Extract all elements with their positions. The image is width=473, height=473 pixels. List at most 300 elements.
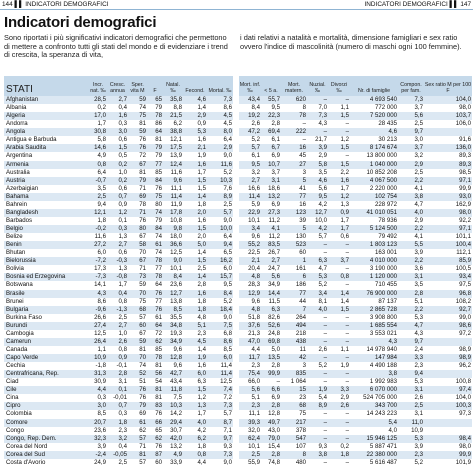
table-cell: 218 xyxy=(295,329,306,337)
table-cell: 4,7 xyxy=(318,265,327,273)
table-cell: 1,8 xyxy=(97,216,106,224)
table-cell: 27,3 xyxy=(261,209,281,217)
table-row xyxy=(4,152,233,160)
table-row xyxy=(239,322,472,330)
table-cell: 11,6 xyxy=(94,233,106,241)
table-cell: 3,9 xyxy=(307,144,328,152)
table-cell: 5,1 xyxy=(414,297,423,305)
table-cell: 58 xyxy=(128,241,147,249)
table-cell: 4,8 xyxy=(239,273,261,281)
table-cell: 0,2 xyxy=(107,177,128,185)
table-cell: 5,1 xyxy=(251,394,260,402)
table-cell: 1,0 xyxy=(118,329,127,337)
table-cell: 49,7 xyxy=(261,419,281,427)
table-cell: 15 946 125 xyxy=(350,435,398,443)
table-cell: 2,8 xyxy=(107,370,128,378)
table-cell: 2,5 xyxy=(414,120,423,128)
table-cell: 710 455 xyxy=(374,281,397,289)
demographics-table-right xyxy=(239,76,472,467)
table-cell: 83 xyxy=(147,402,163,410)
table-cell: 1,5 xyxy=(328,306,350,314)
table-cell: 81 xyxy=(155,362,162,370)
country-name: Bangladesh xyxy=(4,209,89,217)
table-cell: 9,6 xyxy=(251,233,260,241)
table-cell: 79 xyxy=(147,144,163,152)
table-cell: 2,2 xyxy=(340,168,349,176)
table-cell: 89,3 xyxy=(459,152,471,160)
table-row xyxy=(4,346,233,354)
table-cell: 6,8 xyxy=(223,329,232,337)
table-cell: 89,3 xyxy=(424,161,472,169)
table-cell: 4,5 xyxy=(207,112,233,120)
table-cell: 2,7 xyxy=(107,241,128,249)
table-cell xyxy=(424,338,472,346)
table-row xyxy=(4,443,233,451)
table-cell: 11,0 xyxy=(398,419,424,427)
table-cell: 1,7 xyxy=(97,120,106,128)
table-cell: 57 xyxy=(139,458,146,466)
table-row xyxy=(239,378,472,386)
country-name: Belize xyxy=(6,233,23,241)
table-cell: 103,7 xyxy=(424,112,472,120)
table-cell: 3,3 xyxy=(328,386,350,394)
table-cell: 1 064 xyxy=(290,378,306,386)
table-cell: 123 xyxy=(281,209,307,217)
table-row xyxy=(4,459,233,467)
table-cell: 24,7 xyxy=(268,265,280,273)
table-cell: 70 xyxy=(128,354,147,362)
table-cell: 100,4 xyxy=(424,241,472,249)
table-row xyxy=(239,435,472,443)
table-cell: 620 xyxy=(281,96,307,104)
table-cell: 5 xyxy=(281,177,307,185)
table-cell: 2 865 728 xyxy=(350,306,398,314)
table-row xyxy=(4,225,233,233)
table-cell: – xyxy=(307,241,328,249)
table-cell: 4,8 xyxy=(197,313,206,321)
table-cell: 2,6 xyxy=(107,338,128,346)
table-cell: -9,6 xyxy=(89,306,107,314)
country-name: Burkina Faso xyxy=(6,313,42,321)
table-cell: 1,4 xyxy=(197,249,206,257)
table-cell: 2,1 xyxy=(183,144,207,152)
table-cell: 835 xyxy=(281,370,307,378)
table-cell: 1,5 xyxy=(183,257,207,265)
table-cell: 55,9 xyxy=(248,458,260,466)
table-cell: 41 xyxy=(299,184,306,192)
table-cell: 82,6 xyxy=(268,313,280,321)
table-cell: 7 520 000 xyxy=(350,112,398,120)
table-row xyxy=(4,96,233,104)
table-cell: 11,2 xyxy=(268,233,280,241)
table-cell: 76 xyxy=(139,136,146,144)
table-cell: 1,5 xyxy=(328,161,350,169)
country-name: Cina xyxy=(6,394,19,402)
table-cell: 9,0 xyxy=(163,257,183,265)
table-cell: 2,9 xyxy=(398,161,424,169)
table-cell: 1,4 xyxy=(197,104,206,112)
table-cell: 222 xyxy=(281,128,307,136)
table-cell: 2 220 000 xyxy=(369,184,397,192)
table-cell: 0,6 xyxy=(340,233,349,241)
table-row xyxy=(4,330,233,338)
table-cell: 1,8 xyxy=(197,442,206,450)
table-cell: 0,6 xyxy=(118,136,127,144)
table-cell: 1,2 xyxy=(107,209,128,217)
table-cell: 10,8 xyxy=(170,216,182,224)
table-cell: 51 xyxy=(139,378,146,386)
country-name: Belgio xyxy=(4,225,89,233)
table-cell: 79 xyxy=(155,152,162,160)
table-cell: 4 067 500 xyxy=(350,177,398,185)
table-cell: 0,7 xyxy=(107,402,128,410)
table-row xyxy=(239,402,472,410)
table-row xyxy=(4,161,233,169)
table-cell: 43,4 xyxy=(239,96,261,104)
country-name: Costa d'Avorio xyxy=(6,458,46,466)
table-cell: 5,3 xyxy=(307,273,328,281)
table-row xyxy=(239,281,472,289)
table-cell: 4,4 xyxy=(197,458,206,466)
table-cell: 9,5 xyxy=(239,161,261,169)
table-cell: 1,8 xyxy=(197,200,206,208)
table-cell: 12,5 xyxy=(94,329,106,337)
table-cell: 162,9 xyxy=(455,200,471,208)
table-cell: 70 xyxy=(128,290,147,298)
table-cell: 2,9 xyxy=(207,144,233,152)
table-cell: -7,3 xyxy=(89,273,107,281)
table-cell: 97,5 xyxy=(459,281,471,289)
country-name: Antigua e Barbuda xyxy=(6,136,57,144)
country-name: Bhutan xyxy=(6,249,26,257)
table-cell: 8,0 xyxy=(207,128,233,136)
table-cell: 4,3 xyxy=(350,338,398,346)
table-cell: 77 xyxy=(155,265,162,273)
country-name: Bolivia xyxy=(6,265,24,273)
table-cell: 0,8 xyxy=(183,451,207,459)
country-name: Congo xyxy=(6,426,24,434)
country-name: Bielorussia xyxy=(4,257,89,265)
table-cell: 64 xyxy=(155,281,162,289)
column-header: Incr. nat. ‰ xyxy=(89,76,107,96)
table-cell: 52 xyxy=(128,370,147,378)
table-cell: 64 xyxy=(147,322,163,330)
table-row xyxy=(4,120,233,128)
table-cell: 19,2 xyxy=(239,112,261,120)
table-row xyxy=(239,386,472,394)
table-cell: 3,9 xyxy=(97,442,106,450)
table-row xyxy=(239,370,472,378)
table-cell: 79 xyxy=(128,402,147,410)
table-cell: 65 xyxy=(147,96,163,104)
table-cell: – xyxy=(345,329,349,337)
table-cell: 71 xyxy=(139,265,146,273)
table-cell: 100,8 xyxy=(455,378,471,386)
table-row xyxy=(4,451,233,459)
table-cell: 3,0 xyxy=(107,128,128,136)
country-name: Bahama xyxy=(4,193,89,201)
table-cell: 8,5 xyxy=(163,306,183,314)
table-cell: 2,5 xyxy=(89,193,107,201)
country-name: Burundi xyxy=(4,322,89,330)
table-cell: 26,4 xyxy=(89,338,107,346)
table-row xyxy=(239,346,472,354)
table-cell: 9,4 xyxy=(398,370,424,378)
country-name: Argentina xyxy=(6,152,33,160)
table-cell: 9,7 xyxy=(207,435,233,443)
table-row xyxy=(239,459,472,467)
table-cell: 5,0 xyxy=(271,345,280,353)
table-cell: 21,3 xyxy=(248,329,260,337)
table-cell: 12,8 xyxy=(268,410,280,418)
table-cell: – xyxy=(345,458,349,466)
table-cell: 98,0 xyxy=(459,442,471,450)
table-header-left xyxy=(4,76,233,96)
table-cell: 71 xyxy=(128,209,147,217)
table-cell: 81 xyxy=(155,136,162,144)
table-row xyxy=(239,185,472,193)
table-cell: 2,5 xyxy=(398,402,424,410)
table-cell: 6,6 xyxy=(261,386,281,394)
country-name: Bosnia ed Erzegovina xyxy=(4,273,89,281)
table-cell: 2,5 xyxy=(118,313,127,321)
column-header: F xyxy=(147,76,163,96)
table-cell: 3,5 xyxy=(318,168,327,176)
table-cell: 0,2 xyxy=(97,104,106,112)
table-row xyxy=(4,201,233,209)
table-cell: 11,4 xyxy=(220,362,232,370)
table-cell: 11,1 xyxy=(248,410,260,418)
table-cell: 4,2 xyxy=(307,225,328,233)
table-cell: 12,7 xyxy=(163,290,183,298)
country-name: Cechia xyxy=(6,362,25,370)
table-cell: 79 xyxy=(128,177,147,185)
table-cell: 5,9 xyxy=(251,200,260,208)
table-cell: 3,2 xyxy=(251,168,260,176)
table-cell: 11,2 xyxy=(268,216,280,224)
table-cell: 10,1 xyxy=(170,265,182,273)
table-cell: 16,6 xyxy=(248,184,260,192)
table-cell: 99,9 xyxy=(424,451,472,459)
table-cell: 5,4 xyxy=(350,419,398,427)
table-cell: 98,0 xyxy=(424,209,472,217)
table-cell: 8,4 xyxy=(251,104,260,112)
table-cell: 38,8 xyxy=(163,128,183,136)
table-row xyxy=(239,451,472,459)
table-cell: 4,3 xyxy=(318,120,327,128)
table-cell: 84 xyxy=(147,177,163,185)
table-cell: -0,01 xyxy=(113,394,127,402)
table-cell: 3 190 000 xyxy=(369,265,397,273)
table-cell: 12,1 xyxy=(170,136,182,144)
column-header: Cresc. annua xyxy=(107,76,128,96)
column-header: Mortal. ‰ xyxy=(207,76,233,96)
table-cell: 2,2 xyxy=(398,306,424,314)
table-cell: 54 xyxy=(155,378,162,386)
table-cell: 3,1 xyxy=(261,177,281,185)
table-cell: 2,8 xyxy=(197,281,206,289)
table-cell: 0,1 xyxy=(107,386,128,394)
table-cell: 8,4 xyxy=(163,273,183,281)
table-cell: 14,6 xyxy=(89,144,107,152)
table-cell: 0,9 xyxy=(107,354,128,362)
table-cell: 4,8 xyxy=(239,306,261,314)
table-cell: 59 xyxy=(128,338,147,346)
table-cell: 8,7 xyxy=(207,419,233,427)
table-cell: 2,2 xyxy=(398,225,424,233)
table-cell: – xyxy=(328,96,350,104)
table-cell: 3,8 xyxy=(398,193,424,201)
table-cell: 75 xyxy=(128,112,147,120)
demographics-table-left xyxy=(4,76,233,467)
column-header: Mort. inf. ‰ xyxy=(239,76,261,96)
table-cell: 80 xyxy=(128,225,147,233)
table-cell: 13,2 xyxy=(170,442,182,450)
table-cell: 1,4 xyxy=(197,345,206,353)
country-name: Ciad xyxy=(6,378,19,386)
table-cell: 99,9 xyxy=(261,370,281,378)
table-cell: 2,8 xyxy=(261,402,281,410)
table-row xyxy=(239,249,472,257)
table-cell: 101,1 xyxy=(455,233,471,241)
country-name: Brunei xyxy=(6,297,24,305)
table-cell: 1,7 xyxy=(340,216,349,224)
table-cell: 23,6 xyxy=(170,281,182,289)
table-row xyxy=(4,177,233,185)
table-cell: 8,9 xyxy=(207,193,233,201)
table-cell: 4,1 xyxy=(414,184,423,192)
table-cell: 75 xyxy=(147,193,163,201)
table-row xyxy=(239,104,472,112)
table-cell: 1,3 xyxy=(183,402,207,410)
table-cell: 97,1 xyxy=(424,177,472,185)
table-cell: 85,9 xyxy=(424,257,472,265)
table-cell: 32,3 xyxy=(89,435,107,443)
table-cell: 5,2 xyxy=(318,362,327,370)
table-cell: 4,0 xyxy=(183,419,207,427)
table-cell: 2,5 xyxy=(118,458,127,466)
table-cell: – xyxy=(345,281,349,289)
table-cell: 27 xyxy=(281,161,307,169)
table-cell: 3,7 xyxy=(398,144,424,152)
table-cell: 69,4 xyxy=(261,128,281,136)
table-cell: 81 xyxy=(147,386,163,394)
table-row xyxy=(4,298,233,306)
table-cell: 2,1 xyxy=(239,257,261,265)
table-cell: 59 xyxy=(139,281,146,289)
table-cell: 4,4 xyxy=(89,386,107,394)
table-header-right xyxy=(239,76,472,96)
table-cell: 98,4 xyxy=(424,435,472,443)
table-cell: 7,0 xyxy=(318,104,327,112)
table-cell: 3,3 xyxy=(398,354,424,362)
table-cell: -0,7 xyxy=(89,177,107,185)
table-cell: 2,8 xyxy=(271,120,280,128)
table-cell: 1,4 xyxy=(340,297,349,305)
column-header: Natal. ‰ xyxy=(163,76,183,96)
table-cell: 6,4 xyxy=(97,168,106,176)
table-cell: 4,3 xyxy=(89,290,107,298)
table-cell: 30 213 xyxy=(378,136,397,144)
intro-text-left: Sono riportati i più significativi indicatori demografici che permettono di mettere a confronto tutti gli stati del mondo e di evidenziare i trend di crescita, la speranza di vita, xyxy=(4,33,228,60)
table-cell: 6,4 xyxy=(223,233,232,241)
table-cell: – xyxy=(345,152,349,160)
table-cell: 438 xyxy=(281,338,307,346)
table-cell: 60 xyxy=(128,322,147,330)
table-cell: 6,0 xyxy=(207,354,233,362)
table-cell: 78 xyxy=(281,112,307,120)
table-cell: 9,0 xyxy=(223,152,232,160)
table-cell: 12,9 xyxy=(239,290,261,298)
table-cell: 1,7 xyxy=(328,225,350,233)
table-cell: 14,2 xyxy=(170,410,182,418)
country-name: Angola xyxy=(4,128,89,136)
table-cell: 68 xyxy=(281,402,307,410)
table-cell: 33,9 xyxy=(170,458,182,466)
table-cell: 51,8 xyxy=(248,313,260,321)
table-cell: – xyxy=(328,419,350,427)
table-row xyxy=(239,427,472,435)
table-cell: 1,4 xyxy=(328,290,350,298)
table-cell: 3,8 xyxy=(350,370,398,378)
table-cell: 57 xyxy=(128,435,147,443)
table-cell: 9,7 xyxy=(398,338,424,346)
table-cell: 5 xyxy=(281,225,307,233)
table-cell: 1,4 xyxy=(183,273,207,281)
table-cell: 62 xyxy=(139,426,146,434)
table-row xyxy=(239,338,472,346)
table-cell: -0,05 xyxy=(107,451,128,459)
table-cell: 2,7 xyxy=(107,322,128,330)
table-cell: 15,4 xyxy=(268,442,280,450)
running-header-right: INDICATORI DEMOGRAFICI ▌▌ 147 xyxy=(364,1,471,8)
table-cell: 1,8 xyxy=(183,306,207,314)
table-cell: 39 xyxy=(299,216,306,224)
table-cell: 1,3 xyxy=(340,200,349,208)
table-cell: 35,5 xyxy=(170,313,182,321)
table-cell: 81 xyxy=(139,168,146,176)
table-cell: 547 xyxy=(281,435,307,443)
table-cell: 4,7 xyxy=(398,322,424,330)
table-cell: 56 xyxy=(147,370,163,378)
table-cell: – xyxy=(323,458,327,466)
table-cell: 9,5 xyxy=(223,281,232,289)
table-cell: 74 xyxy=(155,249,162,257)
table-cell: 11,4 xyxy=(163,193,183,201)
table-row xyxy=(239,136,472,144)
table-cell: 1,6 xyxy=(183,161,207,169)
table-cell: 43,0 xyxy=(268,426,280,434)
table-cell: 1,3 xyxy=(118,233,127,241)
table-cell: 76 900 000 xyxy=(350,290,398,298)
table-cell: 71 xyxy=(139,442,146,450)
table-cell: 9,0 xyxy=(223,216,232,224)
table-cell: 66,0 xyxy=(248,378,260,386)
table-cell: – xyxy=(276,378,280,386)
table-cell: 104,0 xyxy=(424,96,472,104)
table-cell: 7,5 xyxy=(207,322,233,330)
table-cell: 11 xyxy=(299,345,306,353)
table-cell: 112,1 xyxy=(456,249,471,257)
table-cell: 35,8 xyxy=(163,96,183,104)
table-cell: 2,3 xyxy=(398,451,424,459)
country-name: Corea del Nord xyxy=(6,442,48,450)
table-cell: 97,1 xyxy=(424,225,472,233)
table-cell: 0,2 xyxy=(340,442,349,450)
country-name: Australia xyxy=(6,168,30,176)
table-cell: 6,0 xyxy=(97,249,106,257)
table-cell: 62 xyxy=(147,435,163,443)
